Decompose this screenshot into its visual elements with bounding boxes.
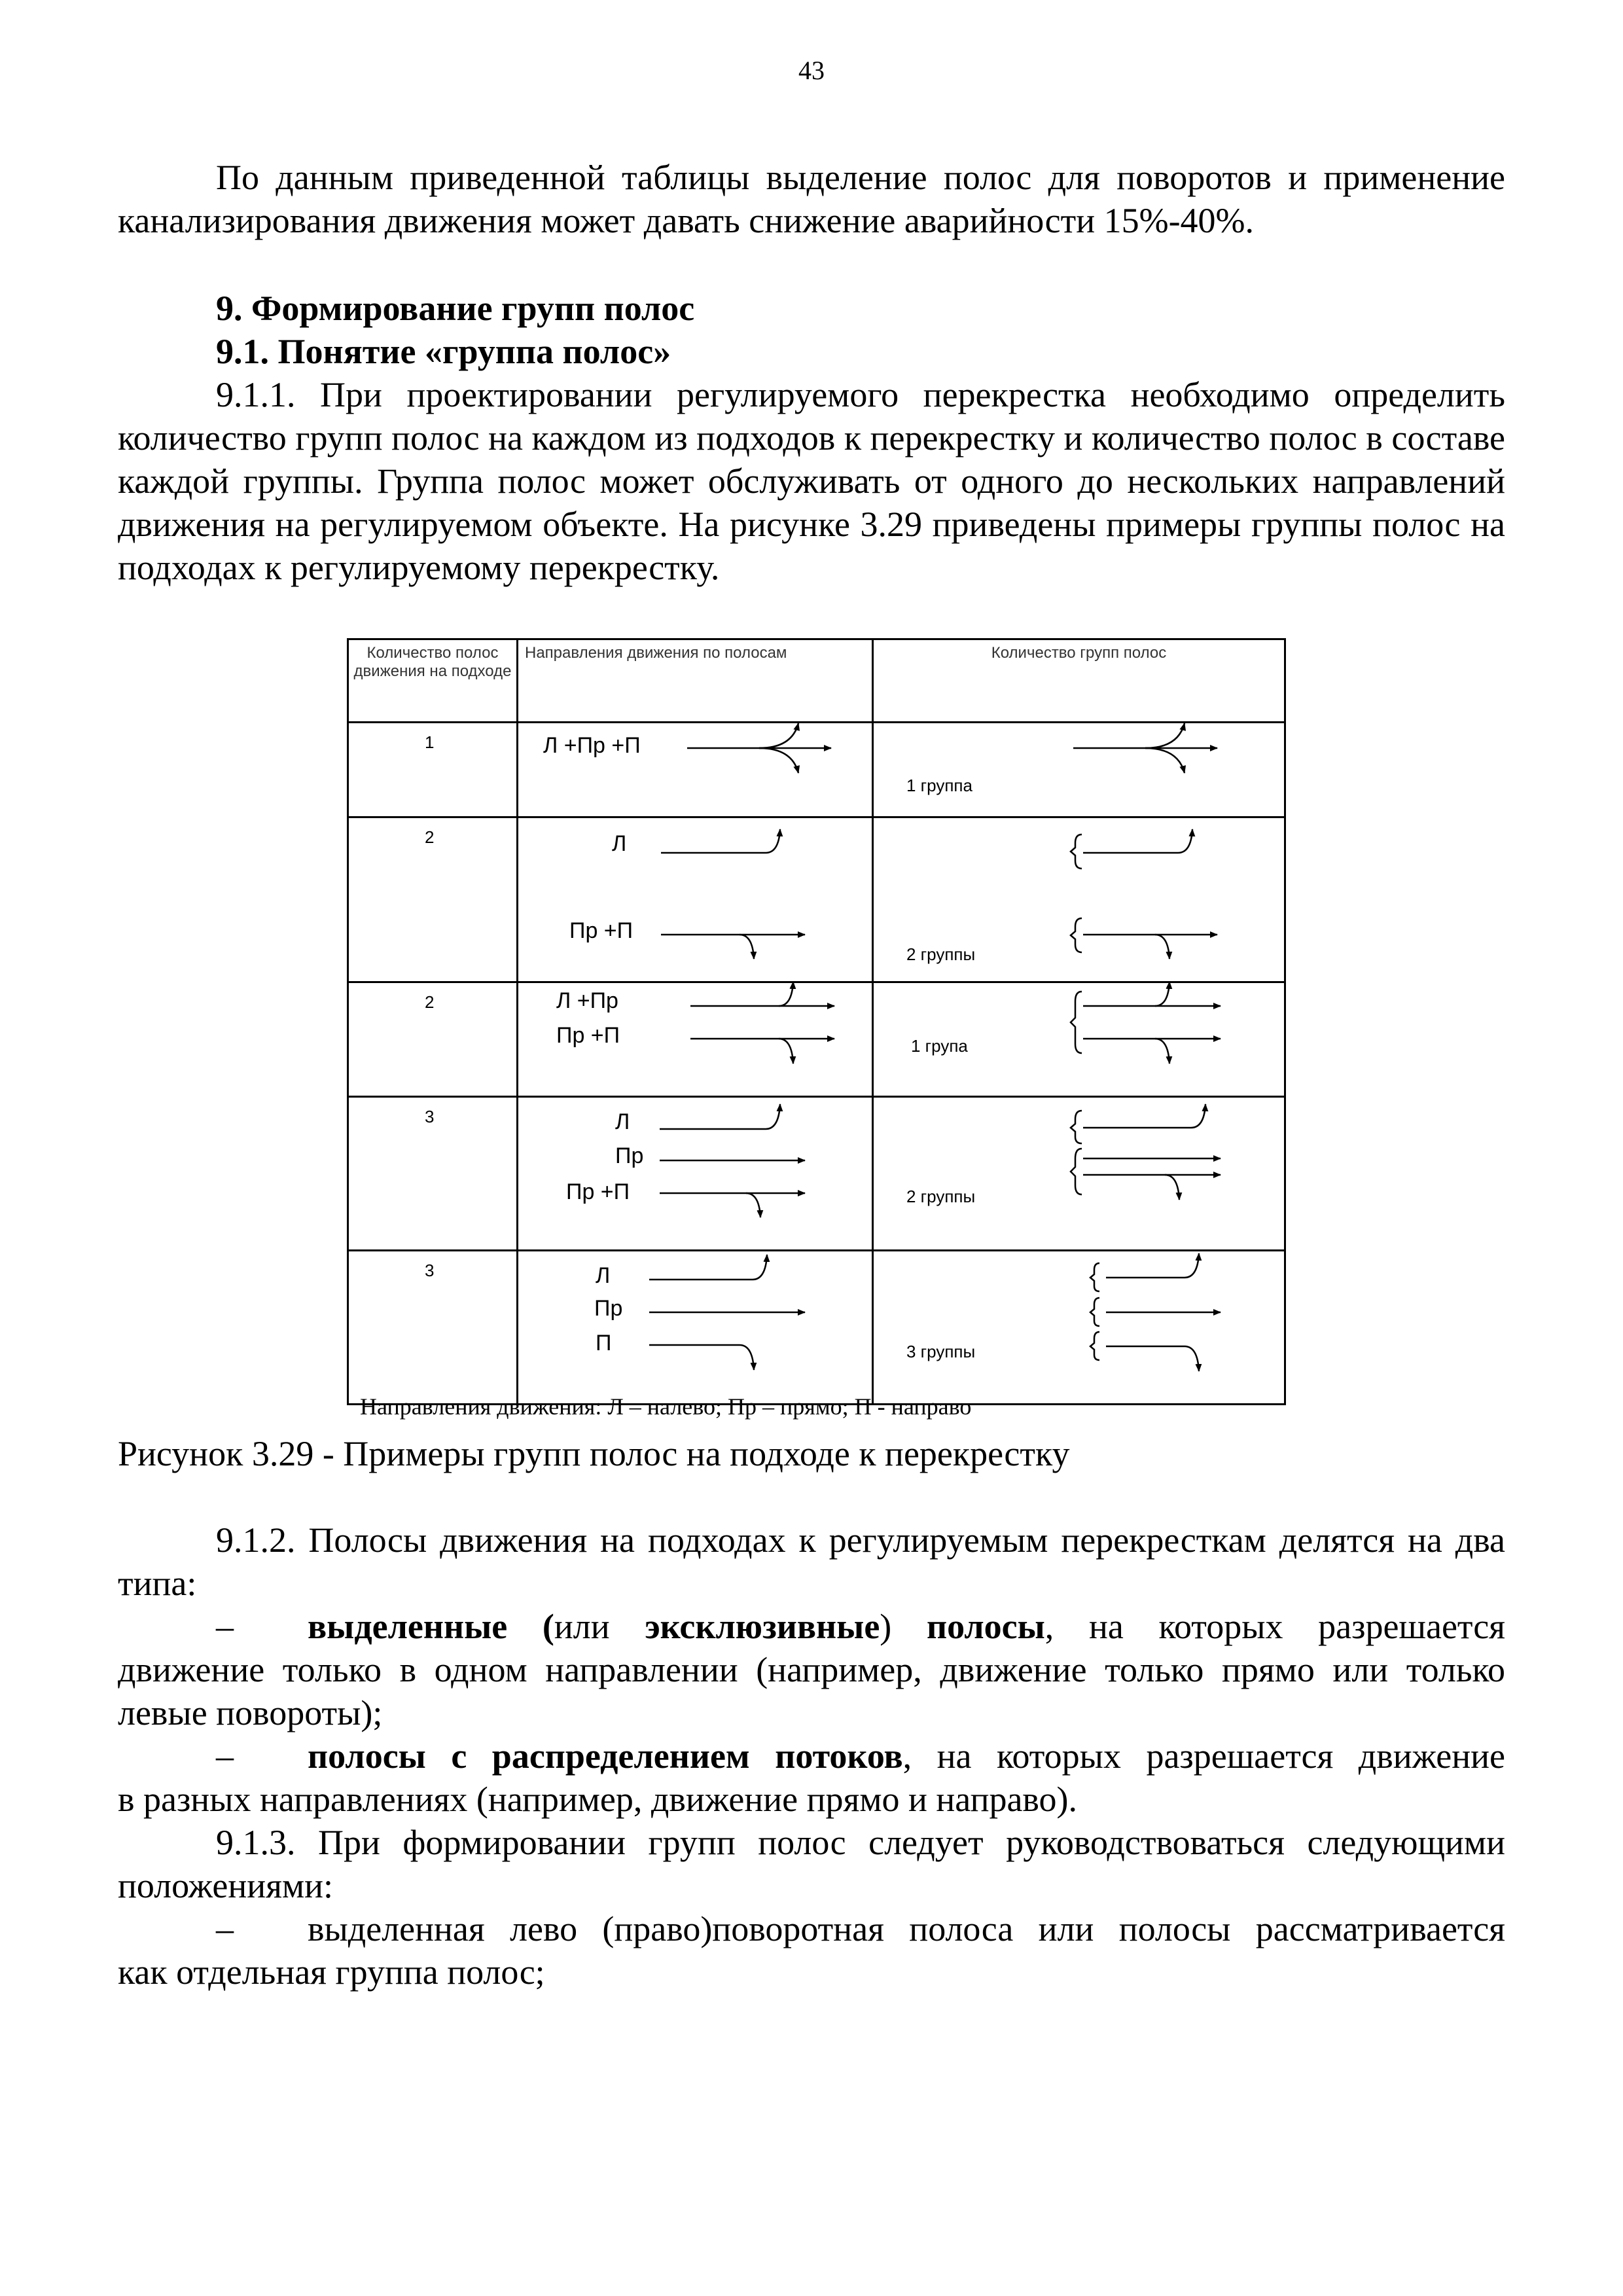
intro-paragraph: По данным приведенной таблицы выделение полос для поворотов и применение канализирования движения может давать снижение аварийности 15%-40%. [118, 158, 1505, 240]
section-heading: 9. Формирование групп полос [216, 289, 695, 328]
lane-label: Л +Пр [556, 988, 618, 1013]
page-number: 43 [798, 56, 825, 85]
figure-legend: Направления движения: Л – налево; Пр – прямо; П - направо [360, 1393, 972, 1420]
table-row [348, 982, 1285, 1097]
bullet-text: , на которых разрешается [1044, 1607, 1505, 1646]
bullet-turn-lane [118, 1907, 1505, 1994]
subsection-heading: 9.1. Понятие «группа полос» [216, 332, 671, 371]
paren-close: ) [880, 1607, 892, 1646]
bullet-dash: – [216, 1736, 234, 1776]
term: полосы [926, 1607, 1045, 1646]
table-row [348, 1251, 1285, 1405]
lane-label: Пр +П [569, 918, 633, 943]
paragraph-9-1-2: 9.1.2. Полосы движения на подходах к регулируемым перекресткам делятся на два типа: [118, 1520, 1505, 1603]
term-aside: или [554, 1607, 610, 1646]
lane-label: Л [596, 1263, 611, 1288]
bullet-text: , на которых разрешается движение [902, 1736, 1505, 1776]
term: полосы с распределением потоков [308, 1736, 903, 1776]
lane-label: П [596, 1331, 612, 1355]
bullet-text: в разных направлениях (например, движение прямо и направо). [118, 1780, 1078, 1819]
table-row [348, 1097, 1285, 1251]
lane-label: Л +Пр +П [543, 733, 641, 758]
lane-label: Пр +П [566, 1179, 630, 1204]
bullet-text: движение только в одном направлении (например, движение только прямо или только левые повороты); [118, 1650, 1505, 1732]
lane-label: Пр [615, 1143, 644, 1168]
table-row [348, 817, 1285, 982]
lane-count: 3 [425, 1261, 435, 1280]
paragraph-9-1-3: 9.1.3. При формировании групп полос следует руководствоваться следующими положениями: [118, 1823, 1505, 1905]
lane-count: 2 [425, 992, 435, 1012]
lane-label: Л [612, 831, 627, 856]
header-directions: Направления движения по полосам [518, 639, 873, 723]
group-count-label: 1 група [911, 1036, 968, 1056]
group-count-label: 3 группы [906, 1342, 976, 1361]
lane-count: 2 [425, 827, 435, 847]
bullet-distributed-lanes [118, 1734, 1505, 1821]
group-count-label: 2 группы [906, 1187, 976, 1206]
paragraph-9-1-1: 9.1.1. При проектировании регулируемого перекрестка необходимо определить количество групп полос на каждом из подходов к перекрестку и количество полос в составе каждой группы. Группа полос может обслуживать от одного до нескольких направлений движения на регулируемом объекте. На рисунке 3.29 приведены примеры группы полос на подходах к регулируемому перекрестку. [118, 375, 1505, 587]
lane-label: Пр [594, 1296, 623, 1321]
lane-count: 3 [425, 1107, 435, 1126]
lane-groups-table [347, 638, 1286, 1405]
bullet-text: как отдельная группа полос; [118, 1952, 545, 1992]
lane-count: 1 [425, 732, 435, 752]
lane-label: Л [615, 1109, 630, 1134]
group-count-label: 1 группа [906, 776, 972, 795]
bullet-dash: – [216, 1607, 234, 1646]
header-group-count: Количество групп полос [873, 639, 1285, 723]
bullet-dash: – [216, 1909, 234, 1948]
header-lane-count: Количество полос движения на подходе [348, 639, 518, 723]
bullet-text: выделенная лево (право)поворотная полоса или полосы рассматривается [308, 1909, 1505, 1948]
lane-groups-figure [347, 638, 1286, 1399]
term: выделенные ( [308, 1607, 554, 1646]
group-count-label: 2 группы [906, 944, 976, 964]
lane-label: Пр +П [556, 1023, 620, 1048]
table-row [348, 723, 1285, 817]
bullet-exclusive-lanes [118, 1605, 1505, 1734]
figure-caption: Рисунок 3.29 - Примеры групп полос на подходе к перекрестку [118, 1434, 1070, 1473]
term: эксклюзивные [645, 1607, 880, 1646]
